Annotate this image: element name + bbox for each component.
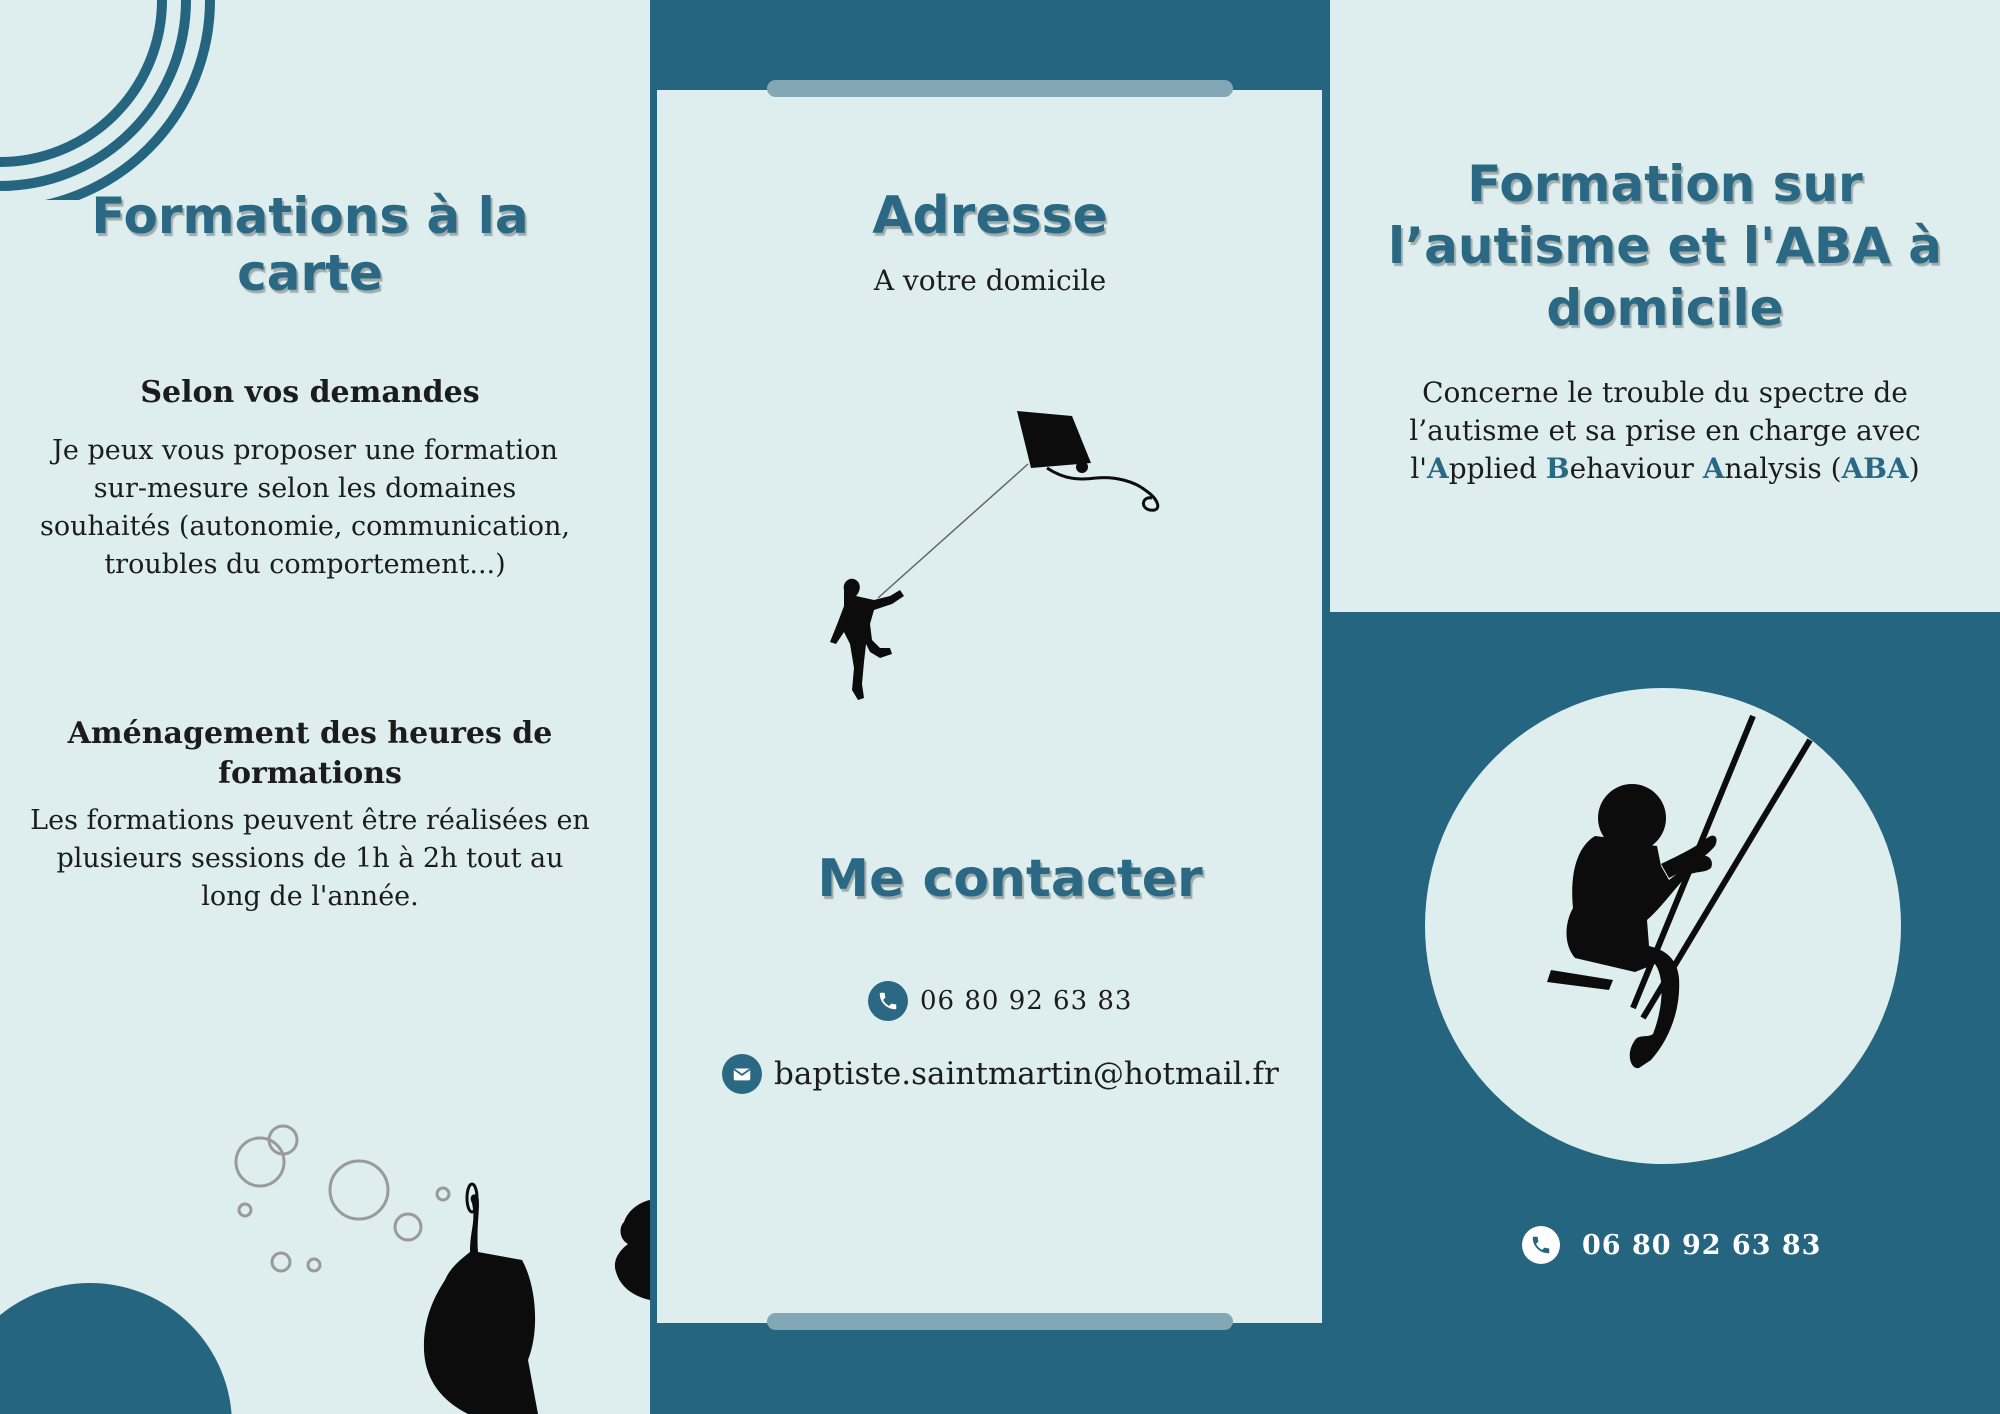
mail-icon — [722, 1054, 762, 1094]
email-address: baptiste.saintmartin@hotmail.fr — [774, 1056, 1279, 1092]
section-body-demandes: Je peux vous proposer une formation sur-mesure selon les domaines souhaités (autonomie, communication, troubles du comportement...) — [40, 435, 570, 580]
middle-panel — [650, 0, 1330, 1414]
right-intro: Concerne le trouble du spectre de l’autisme et sa prise en charge avec l'Applied Behaviour Analysis (ABA) — [1409, 376, 1921, 485]
swing-illustration-circle — [1425, 688, 1901, 1164]
section-body-amenagement: Les formations peuvent être réalisées en plusieurs sessions de 1h à 2h tout au long de l'année. — [30, 805, 590, 912]
kite-child-illustration — [800, 400, 1180, 760]
right-phone-number: 06 80 92 63 83 — [1582, 1229, 1822, 1261]
bubbles-illustration — [0, 1100, 650, 1414]
phone-number: 06 80 92 63 83 — [920, 986, 1133, 1016]
right-phone-contact[interactable] — [1522, 1226, 1821, 1264]
left-title: Formations à la carte — [91, 187, 529, 302]
phone-icon — [868, 981, 908, 1021]
section-heading-amenagement: Aménagement des heures de formations — [67, 716, 553, 791]
right-panel — [1330, 0, 2000, 1414]
bottom-bar — [767, 1313, 1233, 1330]
phone-contact[interactable] — [868, 981, 1132, 1021]
decorative-arcs — [0, 0, 300, 200]
swing-child-illustration — [1425, 688, 1901, 1164]
right-title: Formation sur l’autisme et l'ABA à domicile — [1387, 155, 1942, 337]
address-text: A votre domicile — [873, 264, 1107, 297]
email-contact[interactable] — [722, 1054, 1279, 1094]
section-heading-demandes: Selon vos demandes — [140, 375, 480, 410]
address-title: Adresse — [872, 186, 1108, 246]
phone-icon — [1522, 1226, 1560, 1264]
top-bar — [767, 80, 1233, 97]
left-panel — [0, 0, 650, 1414]
contact-title: Me contacter — [817, 849, 1203, 909]
